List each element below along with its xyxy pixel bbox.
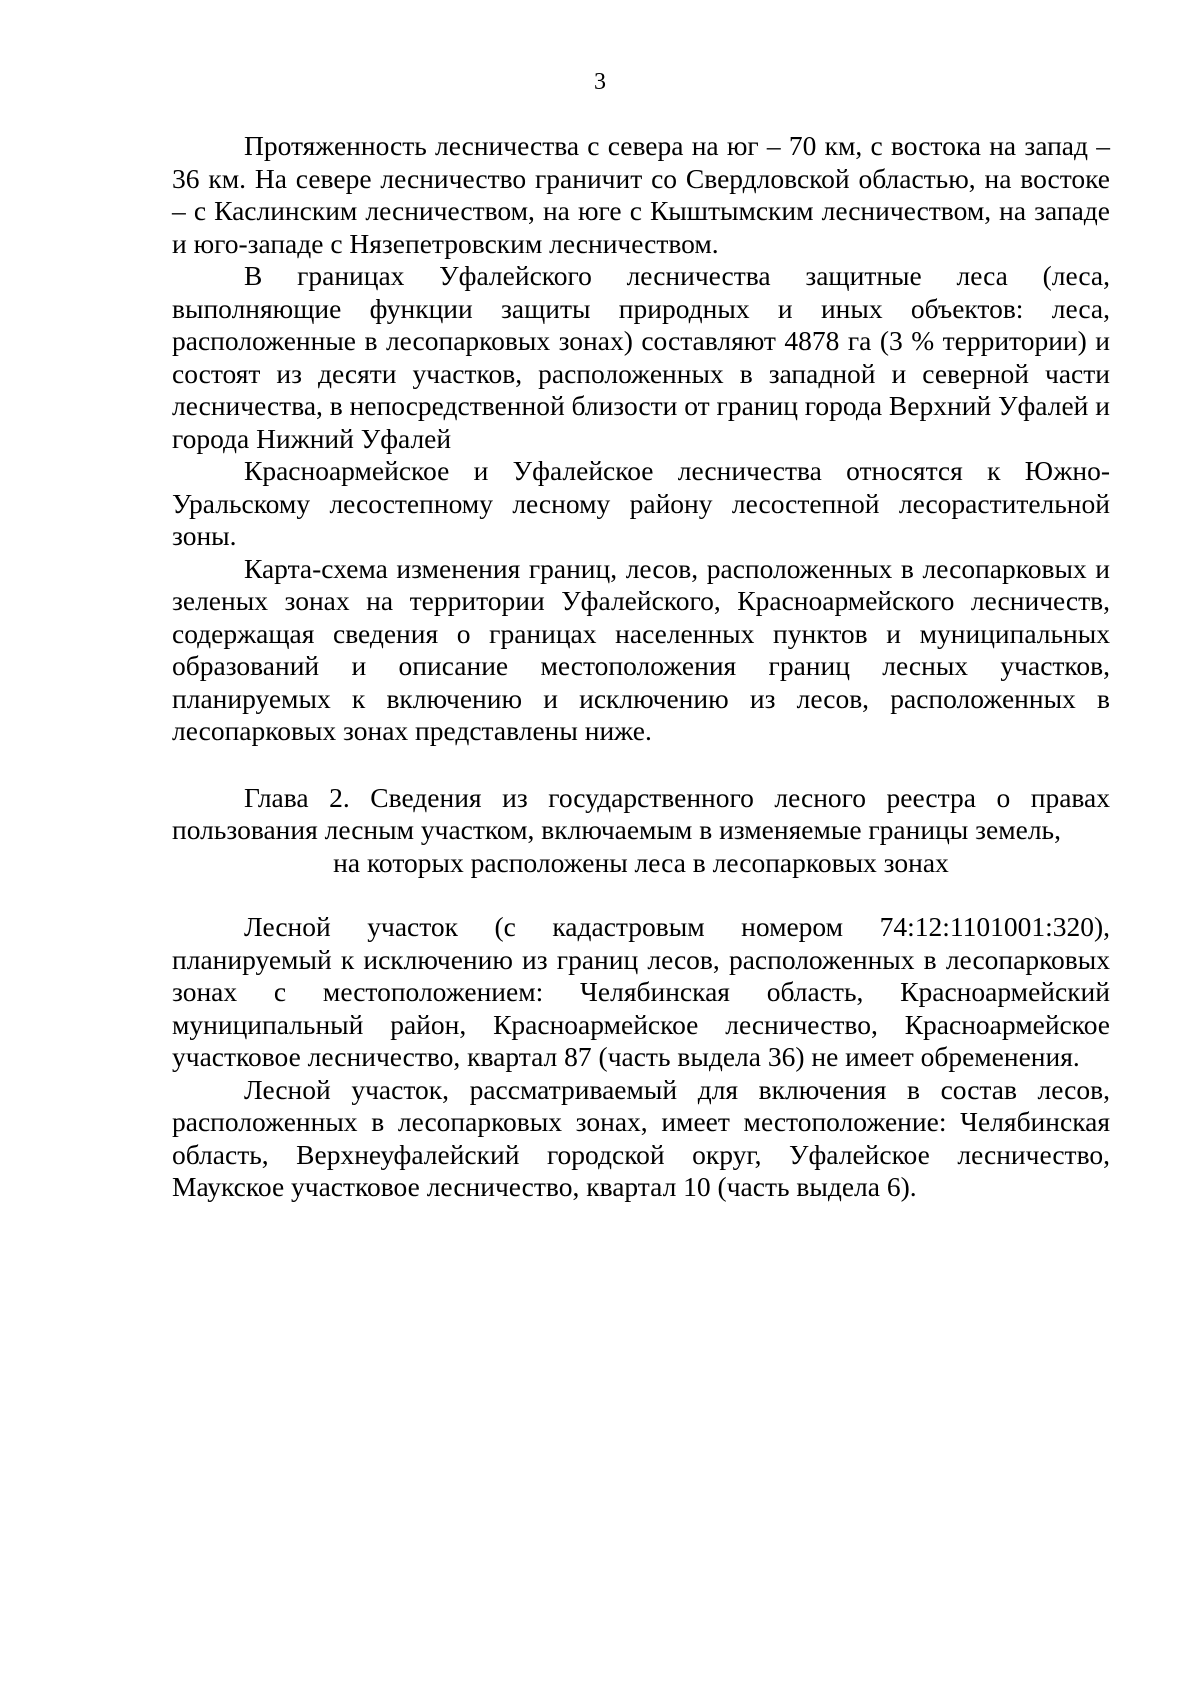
paragraph-forest-zone: Красноармейское и Уфалейское лесничества относятся к Южно-Уральскому лесостепному лесному району лесостепной лесорастительной зоны. xyxy=(172,455,1110,551)
chapter-heading: Глава 2. Сведения из государственного лесного реестра о правах пользования лесным участком, включаемым в изменяемые границы земель, xyxy=(172,781,1110,845)
paragraph-included-plot: Лесной участок, рассматриваемый для включения в состав лесов, расположенных в лесопарковых зонах, имеет местоположение: Челябинская область, Верхнеуфалейский городской округ, Уфалейское лесничество, Маукское участковое лесничество, квартал 10 (часть выдела 6). xyxy=(172,1073,1110,1202)
paragraph-excluded-plot: Лесной участок (с кадастровым номером 74:12:1101001:320), планируемый к исключению из границ лесов, расположенных в лесопарковых зонах с местоположением: Челябинская область, Красноармейский муниципальный район, Красноармейское лесничество, Красноармейское участковое лесничество, квартал 87 (часть выдела 36) не имеет обременения. xyxy=(172,911,1110,1072)
document-body xyxy=(172,130,1110,1204)
paragraph-map-scheme: Карта-схема изменения границ, лесов, расположенных в лесопарковых и зеленых зонах на территории Уфалейского, Красноармейского лесничеств, содержащая сведения о границах населенных пунктов и муниципальных образований и описание местоположения границ лесных участков, планируемых к включению и исключению из лесов, расположенных в лесопарковых зонах представлены ниже. xyxy=(172,552,1110,746)
chapter-heading-last-line: на которых расположены леса в лесопарковых зонах xyxy=(333,846,949,878)
paragraph-forestry-extent: Протяженность лесничества с севера на юг – 70 км, с востока на запад – 36 км. На севере лесничество граничит со Свердловской областью, на востоке – с Каслинским лесничеством, на юге с Кыштымским лесничеством, на западе и юго-западе с Нязепетровским лесничеством. xyxy=(172,130,1110,259)
paragraph-protective-forests: В границах Уфалейского лесничества защитные леса (леса, выполняющие функции защиты природных и иных объектов: леса, расположенные в лесопарковых зонах) составляют 4878 га (3 % территории) и состоят из десяти участков, расположенных в западной и северной части лесничества, в непосредственной близости от границ города Верхний Уфалей и города Нижний Уфалей xyxy=(172,260,1110,454)
spacer xyxy=(172,879,1110,911)
page-number: 3 xyxy=(594,69,606,95)
